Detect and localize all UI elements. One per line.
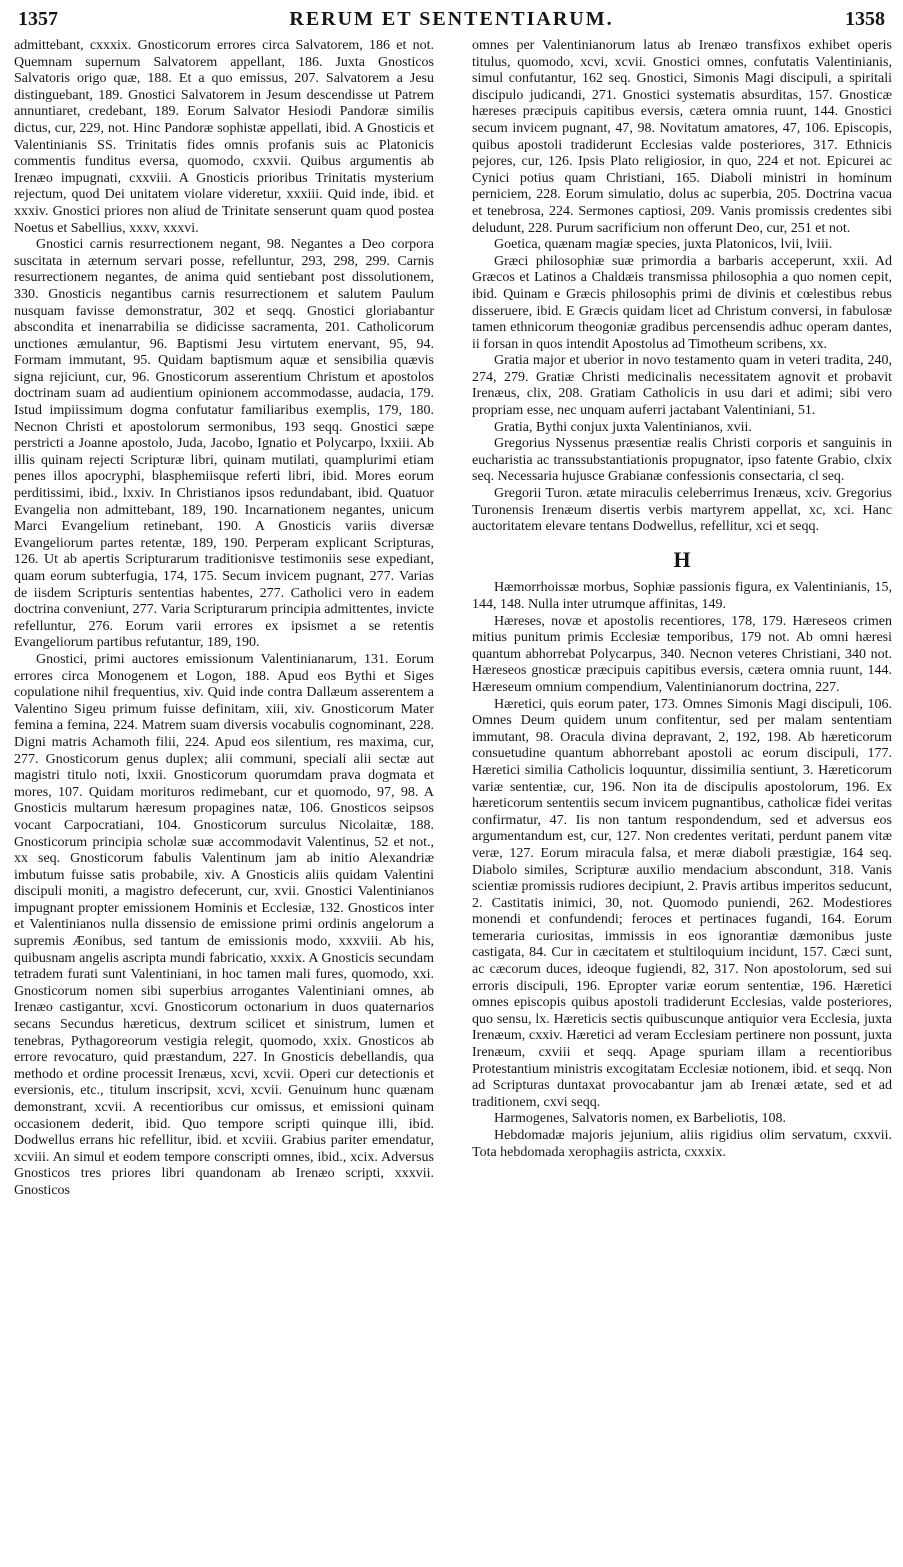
index-entry: Hæreses, novæ et apostolis recentiores, 178, 179. Hæreseos crimen mitius punitum primis Ecclesiæ temporibus, 179 not. Ab omni hæresi quantum abhorrebat Polycarpus, 340. Necnon veteres Christiani, 340 not. Hæreseos gnosticæ præcipuis capitibus eversis, cætera omnia ruunt, 144. Hæreseum omnium compendium, Valentinianorum doctrina, 227. <box>472 613 892 695</box>
page-number-right: 1358 <box>845 8 885 30</box>
page-number-left: 1357 <box>18 8 58 30</box>
index-entry: Harmogenes, Salvatoris nomen, ex Barbeliotis, 108. <box>494 1111 786 1127</box>
index-entry: Gregorius Nyssenus præsentiæ realis Christi corporis et sanguinis in eucharistia ac transsubstantiationis propugnator, ipso fatente Grabio, clxix seq. Necessaria hujusce Grabianæ confessionis consectaria, cl seq. <box>472 436 892 485</box>
running-title: RERUM ET SENTENTIARUM. <box>289 8 614 30</box>
index-entry: Gnostici carnis resurrectionem negant, 98. Negantes a Deo corpora suscitata in æternum servari posse, refelluntur, 293, 298, 299. Carnis resurrectionem negantes, de anima quid sentiebant post dissolutionem, 330. Gnosticis negantibus carnis resurrectionem et salutem Paulum nusquam favisse demonstratur, 302 et seqq. Gnostici gloriabantur abscondita et inenarrabilia se didicisse sacramenta, 201. Catholicorum unctiones æmulantur, 96. Baptismi Jesu virtutem enervant, 95, 94. Formam immutant, 95. Quidam baptismum aquæ et sensibilia quævis signa rejiciunt, cur, 96. Gnosticorum asserentium Christum et apostolos doctrinam suam ad audientium opinionem accommodasse, audacia, 179. Istud impiissimum dogma confutatur familiaribus exemplis, 179, 180. Necnon Christi et apostolorum sermonibus, 193 seqq. Gnostici sæpe perstricti a Joanne apostolo, Juda, Jacobo, Ignatio et Polycarpo, lxxiii. Ab illis quinam rejecti Scripturæ libri, quinam mutilati, quamplurimi etiam penes illos apocryphi, blasphemiisque referti libri, ibid. Mores eorum perditissimi, ibid., lxxiv. In Christianos ipsos redundabant, ibid. Quatuor Evangelia non admittebant, 189, 190. Incarnationem negantes, unicum Marci Evangelium retinebant, 190. A Gnosticis variis diversæ Evangeliorum partes retentæ, 189, 190. Perperam explicant Scripturas, 126. Ut ab apertis Scripturarum traditionisve testimoniis sese expediant, quam eorum subterfugia, 174, 175. Secum invicem pugnant, 277. Varias de iisdem Scripturis sententias habentes, 277. Catholici vero in eadem doctrina conveniunt, 277. Varia Scripturarum principia admittentes, invicte refelluntur, 276. Eorum varii errores ex ipsismet a se retentis Evangeliorum partibus refutantur, 189, 190. <box>14 237 434 651</box>
left-column <box>14 38 434 1200</box>
index-entry: Græci philosophiæ suæ primordia a barbaris acceperunt, xxii. Ad Græcos et Latinos a Chaldæis transmissa philosophia a quo nomen cepit, ibid. Quinam e Græcis philosophis primi de divinis et cœlestibus rebus disseruere, ibid. E Græcis quidam licet ad Christum conversi, in fabulosæ tamen ethnicorum theogoniæ gradibus percensendis adhuc operam dantes, ii forsan in quos intendit Apostolus ad Timotheum scribens, xx. <box>472 253 892 352</box>
index-entry: Gregorii Turon. ætate miraculis celeberrimus Irenæus, xciv. Gregorius Turonensis Irenæum disertis verbis martyrem appellat, xc, xci. Hanc auctoritatem elevare tentans Dodwellus, refellitur, xci et seqq. <box>472 486 892 535</box>
index-entry: Hebdomadæ majoris jejunium, aliis rigidius olim servatum, cxxvii. Tota hebdomada xerophagiis astricta, cxxxix. <box>472 1128 892 1160</box>
index-entry: Hæmorrhoissæ morbus, Sophiæ passionis figura, ex Valentinianis, 15, 144, 148. Nulla inter utrumque affinitas, 149. <box>472 580 892 612</box>
index-entry: Gratia, Bythi conjux juxta Valentinianos, xvii. <box>494 419 752 435</box>
section-letter: H <box>673 546 691 572</box>
index-entry: Gratia major et uberior in novo testamento quam in veteri tradita, 240, 274, 279. Gratiæ Christi medicinalis necessitatem agnovit et probavit Irenæus, clix, 208. Gratiam Catholicis in usu dari et adimi; sibi vero propriam esse, nec unquam auferri jactabant Valentiniani, 51. <box>472 353 892 419</box>
page-header <box>18 8 885 34</box>
index-entry: omnes per Valentinianorum latus ab Irenæo transfixos exhibet operis titulus, quomodo, xcvi, xcvii. Gnostici omnes, confutatis Valentinianis, simul confutantur, 162 seq. Gnostici, Simonis Magi discipuli, a spiritali discipulo judicandi, 271. Gnostici systematis absurditas, 157. Gnosticæ hæreses præcipuis capitibus eversis, cætera omnia ruunt, 144. Gnostici secum invicem pugnant, 47, 98. Novitatum amatores, 47, 106. Episcopis, quibus apostoli tradiderunt Ecclesias valde posteriores, 317. Ethnicis pejores, cur, 126. Ipsis Plato religiosior, in quo, 224 et not. Epicurei ac Cynici potius quam Christiani, 165. Diaboli ministri in hominum perniciem, 228. Eorum simulatio, dolus ac superbia, 205. Doctrina vacua et tenebrosa, 224. Sermones captiosi, 209. Vanis promissis credentes sibi deludunt, 228. Purum sacrificium non offerunt Deo, cur, 251 et not. <box>472 38 892 236</box>
index-entry: Goetica, quænam magiæ species, juxta Platonicos, lvii, lviii. <box>494 237 833 253</box>
index-entry: admittebant, cxxxix. Gnosticorum errores circa Salvatorem, 186 et not. Quemnam supernum Salvatorem appellant, 186. Juxta Gnosticos Salvatoris origo quæ, 188. Et a quo emissus, 207. Salvatorem a Jesu distinguebant, 189. Gnostici Salvatorem in Jesum descendisse ut Patrem annuntiaret, credebant, 189. Eorum Salvator Hesiodi Pandoræ similis dictus, cur, 229, not. Hinc Pandoræ sophistæ appellati, ibid. A Gnosticis et Valentinianis SS. Trinitatis fides omnis profanis suis ac Platonicis commentis funditus eversa, quomodo, cxxvii. Quibus argumentis ab Irenæo impugnati, cxxviii. A Gnosticis prioribus Trinitatis mysterium rejectum, quod Dei unitatem violare videretur, xxxiii. Quid inde, ibid. et xxxiv. Gnostici priores non aliud de Trinitate senserunt quam quod postea Noetus et Sabellius, xxxv, xxxvi. <box>14 38 434 236</box>
index-entry: Gnostici, primi auctores emissionum Valentinianarum, 131. Eorum errores circa Monogenem et Logon, 188. Apud eos Bythi et Siges copulatione nihil frequentius, xiv. Quid inde contra Dallæum asserentem a Valentino Sigeu primum fuisse definitam, xiii, xiv. Gnosticorum Mater femina a femina, 224. Matrem suam diversis vocabulis cognominant, 228. Digni matris Achamoth filii, 224. Apud eos silentium, res maxima, cur, 277. Gnosticorum genus duplex; alii communi, speciali alii sectæ aut magistri titulo noti, lxxii. Gnosticorum quorumdam prava dogmata et mores, 107. Quidam morituros redimebant, cur et quomodo, 97, 98. A Gnosticis multarum hæresum propagines natæ, 106. Gnosticos seipsos vocant Carpocratiani, 104. Gnosticorum surculus Nicolaitæ, 188. Gnosticorum principia scholæ suæ accommodavit Valentinus, 52 et not., xx seq. Gnosticorum fabulis Valentinum jam ab initio Alexandriæ imbutum fuisse satis probabile, xiv. A Gnosticis aliis quidam Valentini discipuli moniti, a magistro defecerunt, cur, xvii. Gnostici Valentinianos impugnant propter emissionem Hominis et Ecclesiæ, 132. Gnosticos inter et Valentinianos nulla dissensio de emissione primi ordinis angelorum a supremis Æonibus, sed tantum de emissionis modo, xxxviii. Ab his, quibusnam angelis ascripta mundi fabricatio, xxxix. A Gnosticis secundam tetradem furati sunt Valentiniani, in hoc tamen mali fures, quomodo, xxi. Gnosticorum nomen sibi superbius arrogantes Valentiniani omnes, ab Irenæo castigantur, xcvi. Gnosticorum octonarium in duos quaternarios secans Secundus hæreticus, dextrum scilicet et sinistrum, lumen et tenebras, Pythagoreorum vestigia relegit, quomodo, xxix. Gnosticos ab errore revocaturo, quid præstandum, 227. In Gnosticis debellandis, qua methodo et ordine processit Irenæus, xcvi, xcvii. Operi cur detectionis et eversionis, etc., titulum inscripsit, xcvi, xcvii. Genuinum hunc quænam demonstrant, xcvii. A recentioribus cur omissus, et emissioni quinam occasionem dederit, ibid. Quo tempore scripti quinque illi, ibid. Dodwellus errans hic refellitur, ibid. et xcviii. Grabius pariter emendatur, xcviii. An simul et eodem tempore conscripti omnes, ibid., xcix. Adversus Gnosticos tres priores libri quandonam ab Irenæo scripti, xxxvii. Gnosticos <box>14 651 434 1198</box>
right-column <box>472 38 892 1161</box>
index-entry: Hæretici, quis eorum pater, 173. Omnes Simonis Magi discipuli, 106. Omnes Deum quidem unum confitentur, sed per malam sententiam immutant, 98. Oracula divina depravant, 2, 192, 198. Ab hæreticorum consuetudine quantum abhorrebant apostoli ac eorum discipuli, 177. Hæretici similia Catholicis loquuntur, dissimilia sentiunt, 3. Hæreticorum variæ sententiæ, cur, 196. Non ita de discipulis apostolorum, 196. Ex hæreticorum sententiis secum invicem pugnantibus, catholicæ fidei veritas confirmatur, 47. Iis non tantum respondendum, sed et adversus eos argumentandum est, cur, 127. Non credentes veritati, perdunt panem vitæ veræ, 127. Eorum miracula falsa, et meræ diaboli præstigiæ, 164 seq. Diabolo similes, Scripturæ auxilio mendacium abscondunt, 318. Vanis scientiæ promissis rudiores decipiunt, 2. Pravis artibus imperitos seducunt, 2. Castitatis inimici, 30, not. Quomodo puniendi, 262. Modestiores monendi et confundendi; feroces et pertinaces fugandi, 164. Eorum temeraria curiositas, immissis in eos ignorantiæ dæmonibus juste castigata, 84. Cur in cæcitatem et stultiloquium incidunt, 157. Cæci sunt, ac cæcorum duces, ideoque fugiendi, 82, 317. Non apostolorum, sed sui erroris discipuli, 196. Epropter variæ eorum sententiæ, 196. Hæretici omnes episcopis quibus apostoli tradiderunt Ecclesias, valde posteriores, quo sensu, lx. Hæreticis sectis quibuscunque antiquior vera Ecclesia, juxta Irenæum, cxxiv. Hæretici ad veram Ecclesiam pertinere non possunt, juxta Irenæum, cxviii et seqq. Apage spuriam illam a recentioribus Protestantium ministris excogitatam Ecclesiæ notionem, ibid. et seqq. Non ad Scripturas duntaxat provocabantur jam ab Irenæi ætate, sed et ad traditionem, cxvi seqq. <box>472 696 892 1110</box>
